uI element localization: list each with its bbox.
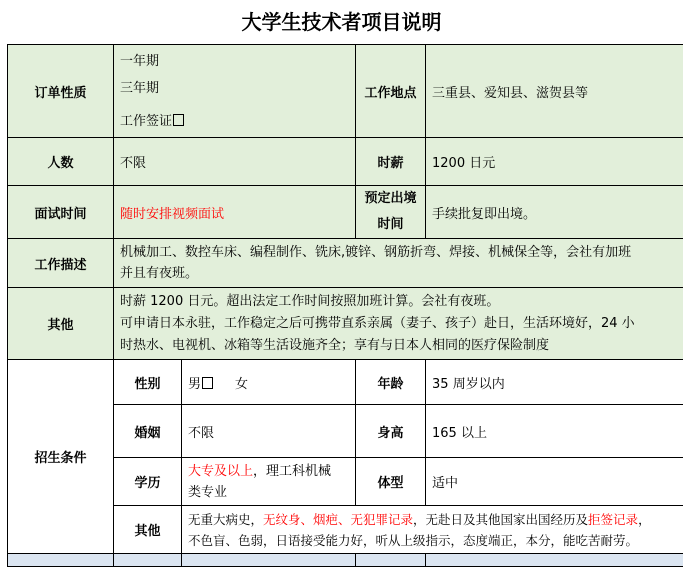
headcount-value: 不限 xyxy=(114,138,356,186)
departure-label-line1: 预定出境 xyxy=(362,186,419,212)
other-line1: 时薪 1200 日元。超出法定工作时间按照加班计算。会社有夜班。 xyxy=(120,291,677,313)
row-cropped xyxy=(8,554,683,567)
headcount-label: 人数 xyxy=(8,138,114,186)
hourly-wage-label: 时薪 xyxy=(356,138,426,186)
others-seg5: ， xyxy=(638,512,651,527)
row-job-description xyxy=(8,239,683,288)
job-description-line1: 机械加工、数控车床、编程制作、铣床,镀锌、钢筋折弯、焊接、机械保全等，会社有加班 xyxy=(120,242,677,263)
departure-label xyxy=(356,186,426,239)
checkbox-icon[interactable] xyxy=(173,114,184,126)
option-work-visa-text: 工作签证 xyxy=(120,114,172,129)
height-value: 165 以上 xyxy=(426,405,683,458)
other-label: 其他 xyxy=(8,288,114,360)
education-value xyxy=(182,458,356,506)
body-type-label: 体型 xyxy=(356,458,426,506)
order-type-options xyxy=(114,45,356,138)
gender-female-text: 女 xyxy=(235,377,248,392)
others-label: 其他 xyxy=(114,506,182,554)
checkbox-icon[interactable] xyxy=(202,377,213,389)
other-value xyxy=(114,288,683,360)
others-seg4: 拒签记录 xyxy=(588,512,638,527)
interview-time-label: 面试时间 xyxy=(8,186,114,239)
marital-label: 婚姻 xyxy=(114,405,182,458)
hourly-wage-value: 1200 日元 xyxy=(426,138,683,186)
option-three-year: 三年期 xyxy=(120,77,349,96)
work-location-value: 三重县、爱知县、滋贺县等 xyxy=(426,45,683,138)
other-line3: 时热水、电视机、冰箱等生活设施齐全；享有与日本人相同的医疗保险制度 xyxy=(120,335,677,357)
education-highlight: 大专及以上 xyxy=(188,464,253,479)
row-interview xyxy=(8,186,683,239)
requirements-label: 招生条件 xyxy=(8,360,114,554)
job-description-label: 工作描述 xyxy=(8,239,114,288)
other-line2: 可申请日本永驻，工作稳定之后可携带直系亲属（妻子、孩子）赴日，生活环境好，24 小 xyxy=(120,313,677,335)
education-rest: ，理工科机械 xyxy=(253,464,331,479)
row-gender xyxy=(8,360,683,405)
option-work-visa xyxy=(120,110,349,129)
gender-value xyxy=(182,360,356,405)
height-label: 身高 xyxy=(356,405,426,458)
work-location-label: 工作地点 xyxy=(356,45,426,138)
others-value xyxy=(182,506,683,554)
body-type-value: 适中 xyxy=(426,458,683,506)
others-seg3: ，无赴日及其他国家出国经历及 xyxy=(413,512,588,527)
job-description-value xyxy=(114,239,683,288)
row-headcount xyxy=(8,138,683,186)
others-seg1: 无重大病史， xyxy=(188,512,263,527)
education-label: 学历 xyxy=(114,458,182,506)
education-line2: 类专业 xyxy=(188,482,349,503)
job-description-line2: 并且有夜班。 xyxy=(120,263,677,284)
row-order-type xyxy=(8,45,683,138)
gender-label: 性别 xyxy=(114,360,182,405)
age-value: 35 周岁以内 xyxy=(426,360,683,405)
option-one-year: 一年期 xyxy=(120,50,349,69)
others-line2: 不色盲、色弱，日语接受能力好，听从上级指示，态度端正，本分，能吃苦耐劳。 xyxy=(188,530,677,551)
departure-value: 手续批复即出境。 xyxy=(426,186,683,239)
age-label: 年龄 xyxy=(356,360,426,405)
departure-label-line2: 时间 xyxy=(362,212,419,238)
gender-male-text: 男 xyxy=(188,377,201,392)
row-other xyxy=(8,288,683,360)
marital-value: 不限 xyxy=(182,405,356,458)
order-type-label: 订单性质 xyxy=(8,45,114,138)
document-title: 大学生技术者项目说明 xyxy=(0,0,683,44)
others-seg2: 无纹身、烟疤、无犯罪记录 xyxy=(263,512,413,527)
project-info-table xyxy=(7,44,683,567)
interview-time-value: 随时安排视频面试 xyxy=(114,186,356,239)
